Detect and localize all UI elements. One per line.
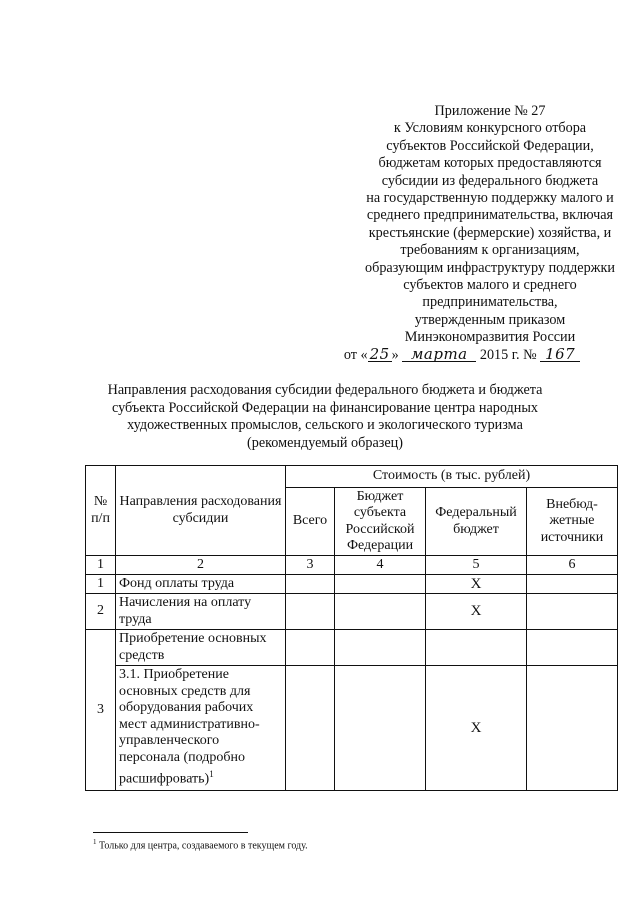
annex-line: среднего предпринимательства, включая: [366, 207, 614, 224]
title-line: художественных промыслов, сельского и экологического туризма: [127, 417, 523, 434]
cell-total: [286, 575, 335, 594]
col-number: 4: [335, 556, 426, 575]
cell-extra: [527, 666, 618, 791]
annex-line: предпринимательства,: [422, 294, 558, 311]
annex-block: [340, 103, 640, 364]
col-number: 1: [86, 556, 116, 575]
header-direction: Направления расходования субсидии: [116, 466, 286, 556]
cell-regional: [335, 594, 426, 630]
annex-line: субъектов Российской Федерации,: [386, 137, 594, 154]
cell-total: [286, 666, 335, 791]
col-number: 5: [426, 556, 527, 575]
date-year: 2015 г. №: [479, 346, 537, 363]
date-day: 25: [369, 344, 390, 363]
row-name: Начисления на оплату труда: [116, 594, 286, 630]
annex-line: к Условиям конкурсного отбора: [393, 120, 587, 137]
table-row: [86, 630, 618, 666]
title-line: Направления расходования субсидии федерального бюджета и бюджета: [107, 382, 543, 398]
cell-regional: [335, 630, 426, 666]
header-federal: Федеральный бюджет: [426, 488, 527, 556]
date-month: марта: [402, 347, 476, 362]
table-row: [86, 575, 618, 594]
annex-line: утвержденным приказом: [414, 311, 566, 328]
cell-federal: Х: [426, 594, 527, 630]
annex-line: бюджетам которых предоставляются: [378, 155, 602, 172]
order-number: 167: [540, 347, 580, 362]
annex-line: крестьянские (фермерские) хозяйства, и: [368, 224, 612, 241]
footnote-ref: 1: [209, 769, 214, 780]
cell-total: [286, 630, 335, 666]
annex-line: на государственную поддержку малого и: [366, 190, 614, 207]
row-name: Фонд оплаты труда: [116, 575, 286, 594]
title-line: (рекомендуемый образец): [247, 434, 403, 451]
annex-line: субъектов малого и среднего: [403, 277, 577, 294]
annex-line: Приложение № 27: [434, 103, 546, 119]
cell-federal: Х: [426, 666, 527, 791]
annex-line: Минэкономразвития России: [404, 329, 576, 346]
row-name-text: 3.1. Приобретение основных средств для оборудования рабочих мест административно-управленческого персонала (подробно расшифровать): [119, 667, 260, 788]
footnote-text: Только для центра, создаваемого в текущем году.: [99, 840, 308, 852]
cell-extra: [527, 630, 618, 666]
table-row: [86, 666, 618, 791]
row-name: Приобретение основных средств: [116, 630, 286, 666]
expense-table: [85, 465, 618, 791]
col-number: 2: [116, 556, 286, 575]
order-date-line: [284, 344, 640, 364]
header-row: [86, 466, 618, 488]
header-cost-group: Стоимость (в тыс. рублей): [286, 466, 618, 488]
annex-line: образующим инфраструктуру поддержки: [365, 259, 615, 276]
table-row: [86, 594, 618, 630]
footnote-mark: 1: [93, 838, 97, 846]
document-title: [100, 382, 550, 452]
row-num: 2: [86, 594, 116, 630]
cell-regional: [335, 666, 426, 791]
col-number: 6: [527, 556, 618, 575]
header-regional: Бюджет субъекта Российской Федерации: [335, 488, 426, 556]
row-num: 1: [86, 575, 116, 594]
header-total: Всего: [286, 488, 335, 556]
header-num: № п/п: [86, 466, 116, 556]
date-mid: »: [391, 346, 399, 363]
header-extra: Внебюд-жетные источники: [527, 488, 618, 556]
date-prefix: от «: [343, 346, 368, 363]
col-number: 3: [286, 556, 335, 575]
footnote: [93, 838, 308, 851]
row-num: 3: [86, 630, 116, 791]
cell-extra: [527, 594, 618, 630]
cell-federal: Х: [426, 575, 527, 594]
column-number-row: [86, 556, 618, 575]
cell-total: [286, 594, 335, 630]
cell-federal: [426, 630, 527, 666]
cell-regional: [335, 575, 426, 594]
annex-line: субсидии из федерального бюджета: [381, 172, 599, 189]
annex-line: требованиям к организациям,: [400, 242, 580, 259]
title-line: субъекта Российской Федерации на финансирование центра народных: [112, 399, 538, 416]
footnote-divider: [93, 832, 248, 833]
cell-extra: [527, 575, 618, 594]
row-name: [116, 666, 286, 791]
